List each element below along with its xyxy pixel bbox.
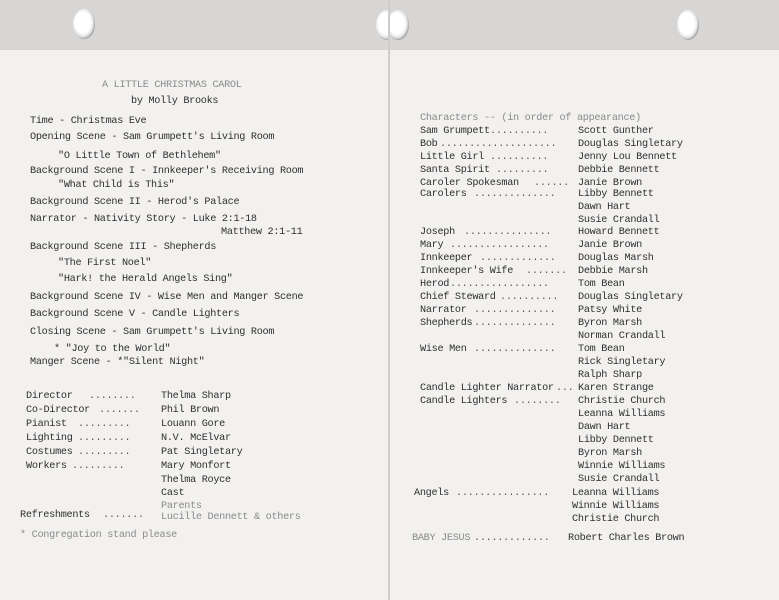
cast-member: Karen Strange bbox=[578, 383, 654, 394]
cast-member: Leanna Williams bbox=[572, 488, 660, 499]
scene-line: Background Scene IV - Wise Men and Manger Scene bbox=[30, 292, 304, 303]
cast-role: BABY JESUS bbox=[412, 533, 471, 544]
cast-role: Angels bbox=[414, 488, 449, 499]
cast-member: Susie Crandall bbox=[578, 215, 660, 226]
staff-name: Lucille Dennett & others bbox=[161, 512, 301, 523]
cast-member: Debbie Bennett bbox=[578, 165, 660, 176]
staff-name: Mary Monfort bbox=[161, 461, 231, 472]
cast-member: Christie Church bbox=[578, 396, 666, 407]
scene-line: Background Scene V - Candle Lighters bbox=[30, 309, 240, 320]
leader-dots: ................. bbox=[450, 240, 549, 251]
scene-line: Manger Scene - *"Silent Night" bbox=[30, 357, 205, 368]
cast-member: Douglas Marsh bbox=[578, 253, 654, 264]
staff-role: Workers bbox=[26, 461, 67, 472]
cast-role: Caroler Spokesman bbox=[420, 178, 519, 189]
leader-dots: .............. bbox=[474, 189, 556, 200]
staff-name: Thelma Sharp bbox=[161, 391, 231, 402]
cast-role: Herod bbox=[420, 279, 450, 290]
cast-role: Santa Spirit bbox=[420, 165, 490, 176]
cast-member: Jenny Lou Bennett bbox=[578, 152, 677, 163]
cast-member: Christie Church bbox=[572, 514, 660, 525]
cast-role: Innkeeper's Wife bbox=[420, 266, 514, 277]
leader-dots: ........ bbox=[514, 396, 561, 407]
cast-member: Libby Bennett bbox=[578, 189, 654, 200]
leader-dots: ............... bbox=[464, 227, 552, 238]
staff-role: Refreshments bbox=[20, 510, 90, 521]
scene-line: Background Scene I - Innkeeper's Receiving Room bbox=[30, 166, 304, 177]
cast-role: Sam Grumpett bbox=[420, 126, 490, 137]
scene-line: Background Scene III - Shepherds bbox=[30, 242, 217, 253]
leader-dots: ...... bbox=[534, 178, 569, 189]
scene-line: Opening Scene - Sam Grumpett's Living Room bbox=[30, 132, 275, 143]
leader-dots: ....... bbox=[103, 510, 144, 521]
cast-member: Libby Dennett bbox=[578, 435, 654, 446]
binder-hole-right bbox=[677, 10, 699, 40]
cast-member: Byron Marsh bbox=[578, 448, 642, 459]
cast-role: Wise Men bbox=[420, 344, 467, 355]
leader-dots: ....... bbox=[526, 266, 567, 277]
song-line: "The First Noel" bbox=[58, 258, 152, 269]
cast-role: Little Girl bbox=[420, 152, 484, 163]
leader-dots: ....... bbox=[99, 405, 140, 416]
staff-role: Director bbox=[26, 391, 73, 402]
cast-role: Chief Steward bbox=[420, 292, 496, 303]
song-line: "Hark! the Herald Angels Sing" bbox=[58, 274, 233, 285]
cast-member: Byron Marsh bbox=[578, 318, 642, 329]
staff-name: Pat Singletary bbox=[161, 447, 243, 458]
cast-role: Candle Lighter Narrator bbox=[420, 383, 554, 394]
cast-member: Debbie Marsh bbox=[578, 266, 648, 277]
leader-dots: .............. bbox=[474, 344, 556, 355]
program-author: by Molly Brooks bbox=[131, 96, 219, 107]
cast-member: Susie Crandall bbox=[578, 474, 660, 485]
cast-member: Leanna Williams bbox=[578, 409, 666, 420]
cast-member: Dawn Hart bbox=[578, 202, 631, 213]
worker-name: Cast bbox=[161, 488, 185, 499]
worker-name: Parents bbox=[161, 501, 202, 512]
page-header-band bbox=[390, 0, 779, 50]
cast-member: Winnie Williams bbox=[578, 461, 666, 472]
leader-dots: .............. bbox=[474, 318, 556, 329]
leader-dots: .................... bbox=[440, 139, 557, 150]
leader-dots: ......... bbox=[78, 447, 131, 458]
leader-dots: ............. bbox=[480, 253, 556, 264]
scene-line: Closing Scene - Sam Grumpett's Living Room bbox=[30, 327, 275, 338]
scene-line: Narrator - Nativity Story - Luke 2:1-18 bbox=[30, 214, 257, 225]
leader-dots: ........ bbox=[89, 391, 136, 402]
staff-role: Lighting bbox=[26, 433, 73, 444]
play-time: Time - Christmas Eve bbox=[30, 116, 147, 127]
staff-name: Louann Gore bbox=[161, 419, 225, 430]
cast-role: Carolers bbox=[420, 189, 467, 200]
cast-member: Dawn Hart bbox=[578, 422, 631, 433]
congregation-note: * Congregation stand please bbox=[20, 530, 177, 541]
cast-member: Norman Crandall bbox=[578, 331, 666, 342]
leader-dots: ......... bbox=[78, 419, 131, 430]
leader-dots: ............. bbox=[474, 533, 550, 544]
song-line: "O Little Town of Bethlehem" bbox=[58, 151, 221, 162]
song-line: * "Joy to the World" bbox=[54, 344, 171, 355]
cast-member: Scott Gunther bbox=[578, 126, 654, 137]
cast-member: Janie Brown bbox=[578, 178, 642, 189]
cast-role: Candle Lighters bbox=[420, 396, 508, 407]
cast-member: Ralph Sharp bbox=[578, 370, 642, 381]
staff-role: Costumes bbox=[26, 447, 73, 458]
cast-member: Howard Bennett bbox=[578, 227, 660, 238]
cast-role: Innkeeper bbox=[420, 253, 473, 264]
scene-line: Background Scene II - Herod's Palace bbox=[30, 197, 240, 208]
page-header-band bbox=[0, 0, 389, 50]
cast-role: Narrator bbox=[420, 305, 467, 316]
leader-dots: .............. bbox=[474, 305, 556, 316]
leader-dots: ... bbox=[556, 383, 574, 394]
staff-name: N.V. McElvar bbox=[161, 433, 231, 444]
cast-member: Tom Bean bbox=[578, 279, 625, 290]
cast-member: Patsy White bbox=[578, 305, 642, 316]
cast-member: Tom Bean bbox=[578, 344, 625, 355]
cast-member: Winnie Williams bbox=[572, 501, 660, 512]
staff-role: Pianist bbox=[26, 419, 67, 430]
leader-dots: ................. bbox=[450, 279, 549, 290]
cast-role: Bob bbox=[420, 139, 438, 150]
leader-dots: .......... bbox=[490, 152, 549, 163]
right-page bbox=[390, 0, 779, 600]
staff-name: Phil Brown bbox=[161, 405, 220, 416]
worker-name: Thelma Royce bbox=[161, 475, 231, 486]
cast-role: Mary bbox=[420, 240, 444, 251]
leader-dots: ......... bbox=[496, 165, 549, 176]
cast-role: Shepherds bbox=[420, 318, 473, 329]
scripture-line: Matthew 2:1-11 bbox=[221, 227, 303, 238]
leader-dots: .......... bbox=[490, 126, 549, 137]
cast-member: Rick Singletary bbox=[578, 357, 666, 368]
program-title: A LITTLE CHRISTMAS CAROL bbox=[102, 80, 242, 91]
leader-dots: ......... bbox=[78, 433, 131, 444]
leader-dots: .......... bbox=[500, 292, 559, 303]
staff-role: Co-Director bbox=[26, 405, 90, 416]
cast-member: Janie Brown bbox=[578, 240, 642, 251]
cast-member: Douglas Singletary bbox=[578, 139, 683, 150]
cast-role: Joseph bbox=[420, 227, 455, 238]
leader-dots: ................ bbox=[456, 488, 550, 499]
cast-heading: Characters -- (in order of appearance) bbox=[420, 113, 641, 124]
left-page bbox=[0, 0, 389, 600]
song-line: "What Child is This" bbox=[58, 180, 175, 191]
binder-hole-left bbox=[73, 9, 95, 39]
cast-member: Douglas Singletary bbox=[578, 292, 683, 303]
leader-dots: ......... bbox=[72, 461, 125, 472]
cast-member: Robert Charles Brown bbox=[568, 533, 685, 544]
